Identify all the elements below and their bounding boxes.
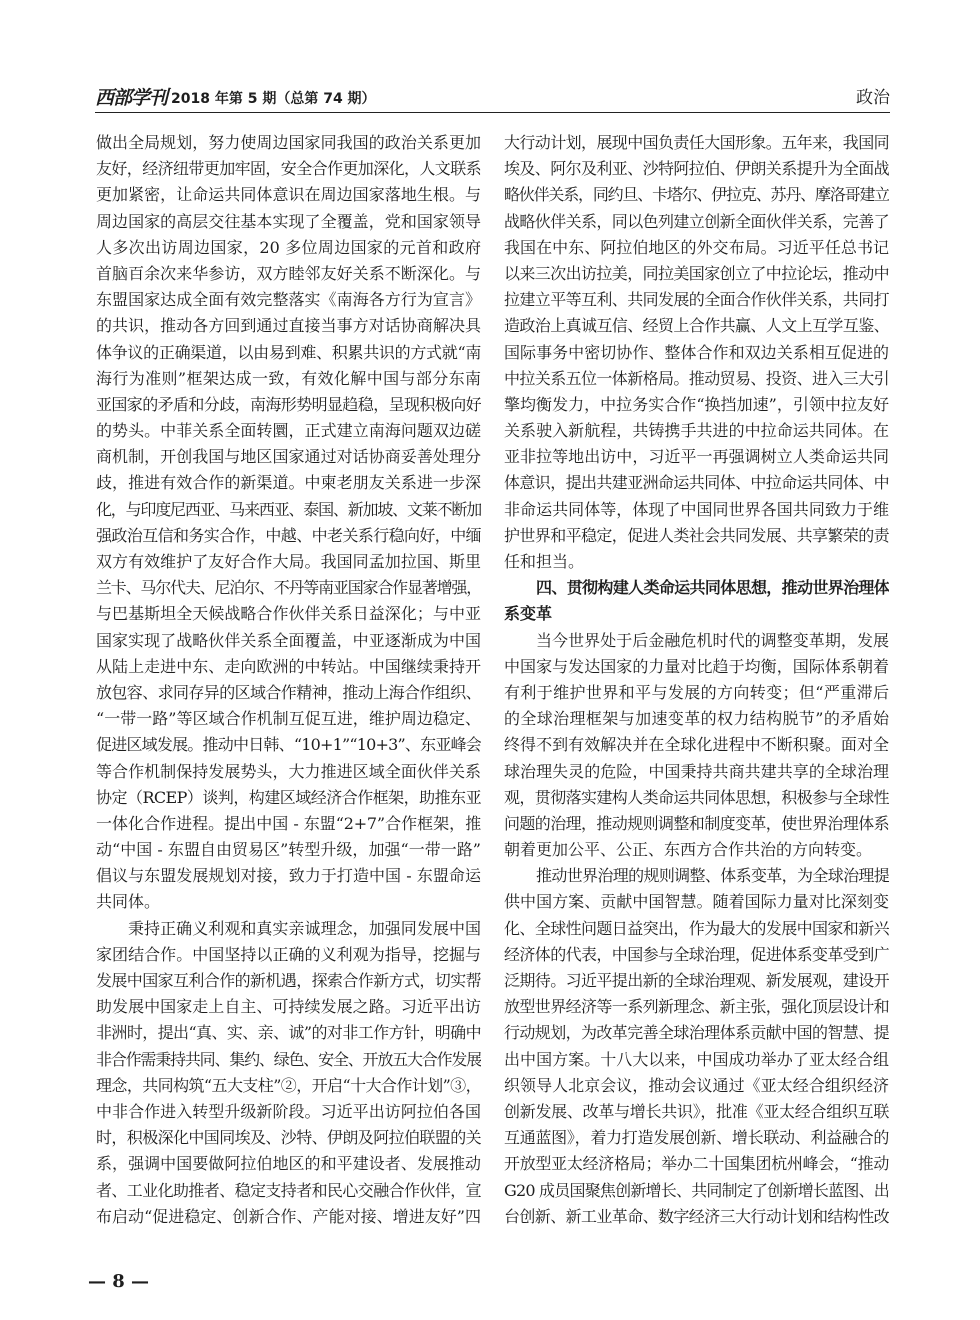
body-text-line: 时，积极深化中国同埃及、沙特、伊朗及阿拉伯联盟的关: [96, 1128, 481, 1148]
left-text-column: [96, 130, 481, 1230]
paragraph: [504, 130, 889, 575]
body-text-line: 大行动计划，展现中国负责任大国形象。五年来，我国同: [504, 133, 889, 152]
body-text-line: 略伙伴关系，同约旦、卡塔尔、伊拉克、苏丹、摩洛哥建立: [504, 185, 889, 205]
body-text-line: 双方有效维护了友好合作大局。我国同孟加拉国、斯里: [96, 552, 481, 571]
body-text-line: 埃及、阿尔及利亚、沙特阿拉伯、伊朗关系提升为全面战: [504, 159, 889, 179]
body-text-line: 秉持正确义利观和真实亲诚理念，加强同发展中国: [128, 918, 481, 938]
paragraph: [96, 130, 481, 916]
section-heading: [504, 575, 889, 627]
body-text-line: 中拉关系五位一体新格局。推动贸易、投资、进入三大引: [504, 368, 889, 388]
page-number: — 8 —: [88, 1271, 150, 1292]
section-heading-line: 四、贯彻构建人类命运共同体思想，推动世界治理体: [536, 578, 889, 598]
body-text-line: 海行为准则”框架达成一致，有效化解中国与部分东南: [96, 368, 481, 388]
body-text-line: 助发展中国家走上自主、可持续发展之路。习近平出访: [96, 997, 481, 1017]
body-text-line: 任和担当。: [504, 552, 585, 571]
paragraph: [96, 916, 481, 1230]
body-text-line: 更加紧密，让命运共同体意识在周边国家落地生根。与: [96, 185, 481, 205]
body-text-line: 朝着更加公平、公正、东西方合作共治的方向转变。: [504, 840, 873, 860]
body-text-line: 推动世界治理的规则调整、体系变革，为全球治理提: [536, 866, 889, 886]
body-text-line: 的全球治理框架与加速变革的权力结构脱节”的矛盾始: [504, 709, 889, 729]
body-text-line: 家团结合作。中国坚持以正确的义利观为指导，挖掘与: [96, 944, 481, 964]
body-text-line: 供中国方案、贡献中国智慧。随着国际力量对比深刻变: [504, 892, 889, 912]
body-text-line: 与巴基斯坦全天候战略合作伙伴关系日益深化；与中亚: [96, 604, 481, 624]
body-text-line: 有利于维护世界和平与发展的方向转变；但“严重滞后: [504, 682, 889, 702]
body-text-line: 化、全球性问题日益突出，作为最大的发展中国家和新兴: [504, 918, 889, 938]
body-text-line: 促进区域发展。推动中日韩、“10+1”“10+3”、东亚峰会: [96, 735, 481, 755]
body-text-line: 互通蓝图》，着力打造发展创新、增长联动、利益融合的: [504, 1128, 889, 1148]
body-text-line: 国际事务中密切协作、整体合作和双边关系相互促进的: [504, 342, 889, 362]
body-text-line: 出中国方案。十八大以来，中国成功举办了亚太经合组: [504, 1049, 889, 1069]
body-text-line: 等合作机制保持发展势头，大力推进区域全面伙伴关系: [96, 761, 481, 781]
body-text-line: 国家实现了战略伙伴关系全面覆盖，中亚逐渐成为中国: [96, 630, 481, 650]
body-text-line: 人多次出访周边国家，20 多位周边国家的元首和政府: [96, 237, 481, 257]
body-text-line: 亚非拉等地出访中，习近平一再强调树立人类命运共同: [504, 447, 889, 467]
body-text-line: 理念，共同构筑“五大支柱”②，开启“十大合作计划”③，: [96, 1075, 481, 1095]
body-text-line: 拉建立平等互利、共同发展的全面合作伙伴关系，共同打: [504, 290, 889, 310]
body-text-line: 行动规划，为改革完善全球治理体系贡献中国的智慧、提: [504, 1023, 889, 1043]
body-text-line: 关系驶入新航程，共铸携手共进的中拉命运共同体。在: [504, 421, 889, 441]
body-text-line: 体争议的正确渠道，以由易到难、积累共识的方式就“南: [96, 342, 481, 362]
body-text-line: 护世界和平稳定，促进人类社会共同发展、共享繁荣的责: [504, 525, 889, 545]
body-text-line: 者、工业化助推者、稳定支持者和民心交融合作伙伴，宣: [96, 1180, 481, 1200]
right-text-column: [504, 130, 889, 1230]
body-text-line: 系，强调中国要做阿拉伯地区的和平建设者、发展推动: [96, 1154, 481, 1174]
body-text-line: 经济体的代表，中国参与全球治理，促进体系变革受到广: [504, 944, 889, 964]
body-text-line: 首脑百余次来华参访，双方睦邻友好关系不断深化。与: [96, 263, 481, 283]
body-text-line: G20 成员国聚焦创新增长、共同制定了创新增长蓝图、出: [504, 1180, 889, 1200]
body-text-line: 织领导人北京会议，推动会议通过《亚太经合组织经济: [504, 1075, 889, 1095]
body-text-line: 我国在中东、阿拉伯地区的外交布局。习近平任总书记: [504, 237, 889, 257]
body-text-line: 非合作需秉持共同、集约、绿色、安全、开放五大合作发展: [96, 1049, 481, 1069]
body-text-line: “一带一路”等区域合作机制互促互进，维护周边稳定、: [96, 709, 481, 729]
paragraph: [504, 863, 889, 1230]
body-text-line: 一体化合作进程。提出中国 - 东盟“2+7”合作框架，推: [96, 813, 481, 833]
body-text-line: 化，与印度尼西亚、马来西亚、泰国、新加坡、文莱不断加: [96, 499, 481, 519]
body-text-line: 非洲时，提出“真、实、亲、诚”的对非工作方针，明确中: [96, 1023, 481, 1043]
body-text-line: 当今世界处于后金融危机时代的调整变革期，发展: [536, 630, 889, 650]
body-text-line: 动“中国 - 东盟自由贸易区”转型升级，加强“一带一路”: [96, 840, 481, 860]
body-text-line: 从陆上走进中东、走向欧洲的中转站。中国继续秉持开: [96, 656, 481, 676]
body-text-line: 友好，经济纽带更加牢固，安全合作更加深化，人文联系: [96, 159, 481, 179]
body-text-line: 做出全局规划，努力使周边国家同我国的政治关系更加: [96, 133, 481, 152]
body-text-line: 终得不到有效解决并在全球化进程中不断积聚。面对全: [504, 735, 889, 755]
body-text-line: 以来三次出访拉美，同拉美国家创立了中拉论坛，推动中: [504, 263, 889, 283]
body-text-line: 放包容、求同存异的区域合作精神，推动上海合作组织、: [96, 682, 481, 702]
body-text-line: 问题的治理，推动规则调整和制度变革，使世界治理体系: [504, 813, 889, 833]
body-text-line: 歧，推进有效合作的新渠道。中柬老朋友关系进一步深: [96, 473, 481, 493]
body-text-line: 商机制，开创我国与地区国家通过对话协商妥善处理分: [96, 447, 481, 467]
body-text-line: 强政治互信和务实合作，中越、中老关系行稳向好，中缅: [96, 525, 481, 545]
body-text-line: 擎均衡发力，中拉务实合作“换挡加速”，引领中拉友好: [504, 394, 889, 414]
body-text-line: 周边国家的高层交往基本实现了全覆盖，党和国家领导: [96, 211, 481, 231]
paragraph: [504, 628, 889, 864]
body-text-line: 开放型亚太经济格局；举办二十国集团杭州峰会，“推动: [504, 1154, 889, 1174]
issue-info: 2018 年第 5 期（总第 74 期）: [171, 91, 376, 107]
header-rule: [95, 112, 890, 113]
body-text-line: 倡议与东盟发展规划对接，致力于打造中国 - 东盟命运: [96, 866, 481, 886]
body-text-line: 泛期待。习近平提出新的全球治理观、新发展观，建设开: [504, 971, 889, 990]
body-text-line: 创新发展、改革与增长共识》，批准《亚太经合组织互联: [504, 1101, 889, 1121]
body-text-line: 协定（RCEP）谈判，构建区域经济合作框架，助推东亚: [96, 787, 481, 807]
body-text-line: 放型世界经济等一系列新理念、新主张，强化顶层设计和: [504, 997, 889, 1017]
body-text-line: 球治理失灵的危险，中国秉持共商共建共享的全球治理: [504, 761, 889, 781]
body-text-line: 战略伙伴关系，同以色列建立创新全面伙伴关系，完善了: [504, 211, 889, 231]
section-label: 政治: [856, 88, 890, 108]
body-text-line: 兰卡、马尔代夫、尼泊尔、不丹等南亚国家合作显著增强，: [96, 578, 481, 598]
body-text-line: 中非合作进入转型升级新阶段。习近平出访阿拉伯各国: [96, 1101, 481, 1121]
body-text-line: 造政治上真诚互信、经贸上合作共赢、人文上互学互鉴、: [504, 316, 889, 336]
journal-logo: 西部学刊: [95, 87, 168, 109]
body-text-line: 体意识，提出共建亚洲命运共同体、中拉命运共同体、中: [504, 473, 889, 493]
body-text-line: 的共识，推动各方回到通过直接当事方对话协商解决具: [96, 316, 481, 336]
body-text-line: 亚国家的矛盾和分歧，南海形势明显趋稳，呈现积极向好: [96, 394, 481, 414]
body-text-line: 发展中国家互利合作的新机遇，探索合作新方式，切实帮: [96, 971, 481, 990]
section-heading-line: 系变革: [504, 604, 553, 624]
body-text-line: 中国家与发达国家的力量对比趋于均衡，国际体系朝着: [504, 656, 889, 676]
body-text-line: 非命运共同体等，体现了中国同世界各国共同致力于维: [504, 499, 889, 519]
body-text-line: 布启动“促进稳定、创新合作、产能对接、增进友好”四: [96, 1206, 481, 1226]
body-text-line: 东盟国家达成全面有效完整落实《南海各方行为宣言》: [96, 290, 481, 310]
running-header: [95, 86, 890, 112]
body-text-line: 共同体。: [96, 892, 161, 912]
body-text-line: 台创新、新工业革命、数字经济三大行动计划和结构性改: [504, 1206, 889, 1226]
body-text-line: 观，贯彻落实建构人类命运共同体思想，积极参与全球性: [504, 787, 889, 807]
body-text-line: 的势头。中菲关系全面转圜，正式建立南海问题双边磋: [96, 421, 481, 441]
